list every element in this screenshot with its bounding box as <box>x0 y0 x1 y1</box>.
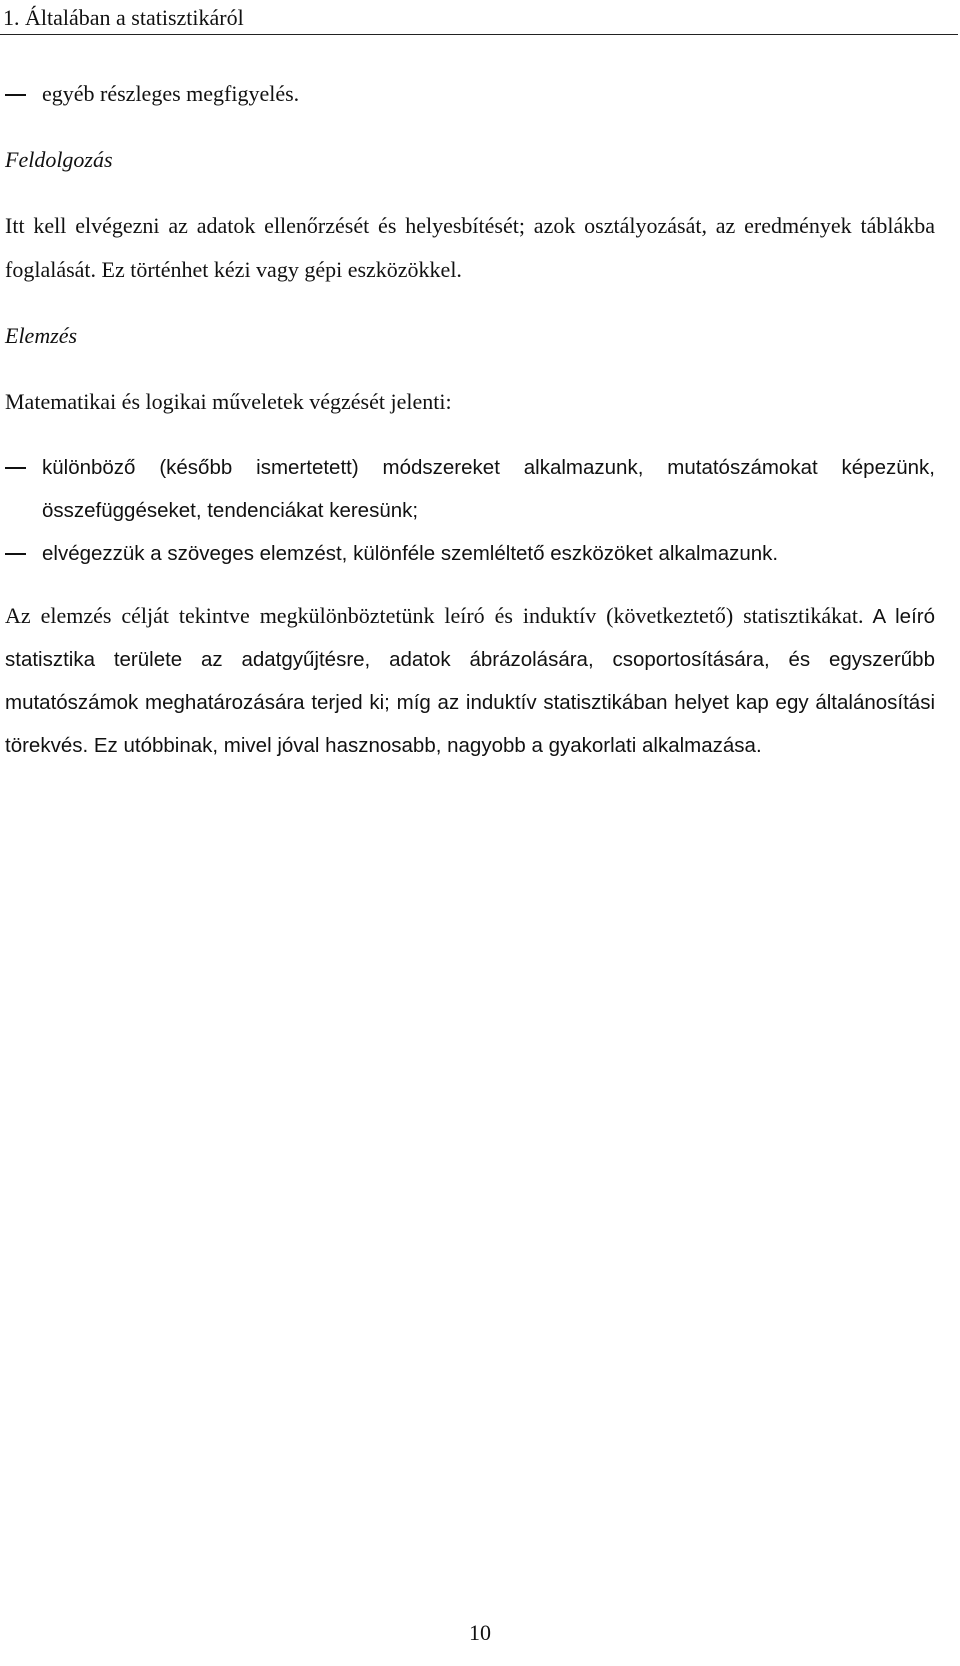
list-item <box>5 446 935 532</box>
list-item-text: egyéb részleges megfigyelés. <box>42 81 300 106</box>
list-item <box>5 532 935 575</box>
paragraph-serif-part: Az elemzés célját tekintve megkülönböztetünk leíró és induktív (következtető) statisztikákat. <box>5 603 864 628</box>
dash-bullet-icon <box>5 532 27 574</box>
elemzes-list <box>5 446 935 575</box>
paragraph-sans-part: A leíró statisztika területe az adatgyűjtésre, adatok ábrázolására, csoportosítására, és egyszerűbb mutatószámok meghatározására terjed ki; míg az induktív statisztikában helyet kap egy általánosítási törekvés. Ez utóbbinak, mivel jóval hasznosabb, nagyobb a gyakorlati alkalmazása. <box>5 605 936 757</box>
page-content <box>5 72 935 767</box>
dash-bullet-icon <box>5 72 27 116</box>
section-paragraph-elemzes <box>5 595 935 767</box>
page-number: 10 <box>469 1620 491 1645</box>
page-header <box>0 0 958 35</box>
section-paragraph-feldolgozas: Itt kell elvégezni az adatok ellenőrzését és helyesbítését; azok osztályozását, az eredmények táblákba foglalását. Ez történhet kézi vagy gépi eszközökkel. <box>5 213 935 282</box>
section-intro-elemzes: Matematikai és logikai műveletek végzését jelenti: <box>5 389 452 414</box>
list-item-text: különböző (később ismertetett) módszereket alkalmazunk, mutatószámokat képezünk, összefüggéseket, tendenciákat keresünk; <box>42 456 935 522</box>
dash-bullet-icon <box>5 446 27 488</box>
list-item <box>5 72 935 116</box>
section-heading-feldolgozas: Feldolgozás <box>5 147 113 172</box>
chapter-title: 1. Általában a statisztikáról <box>3 5 244 30</box>
section-heading-elemzes: Elemzés <box>5 323 78 348</box>
list-item-text: elvégezzük a szöveges elemzést, különféle szemléltető eszközöket alkalmazunk. <box>42 542 779 565</box>
